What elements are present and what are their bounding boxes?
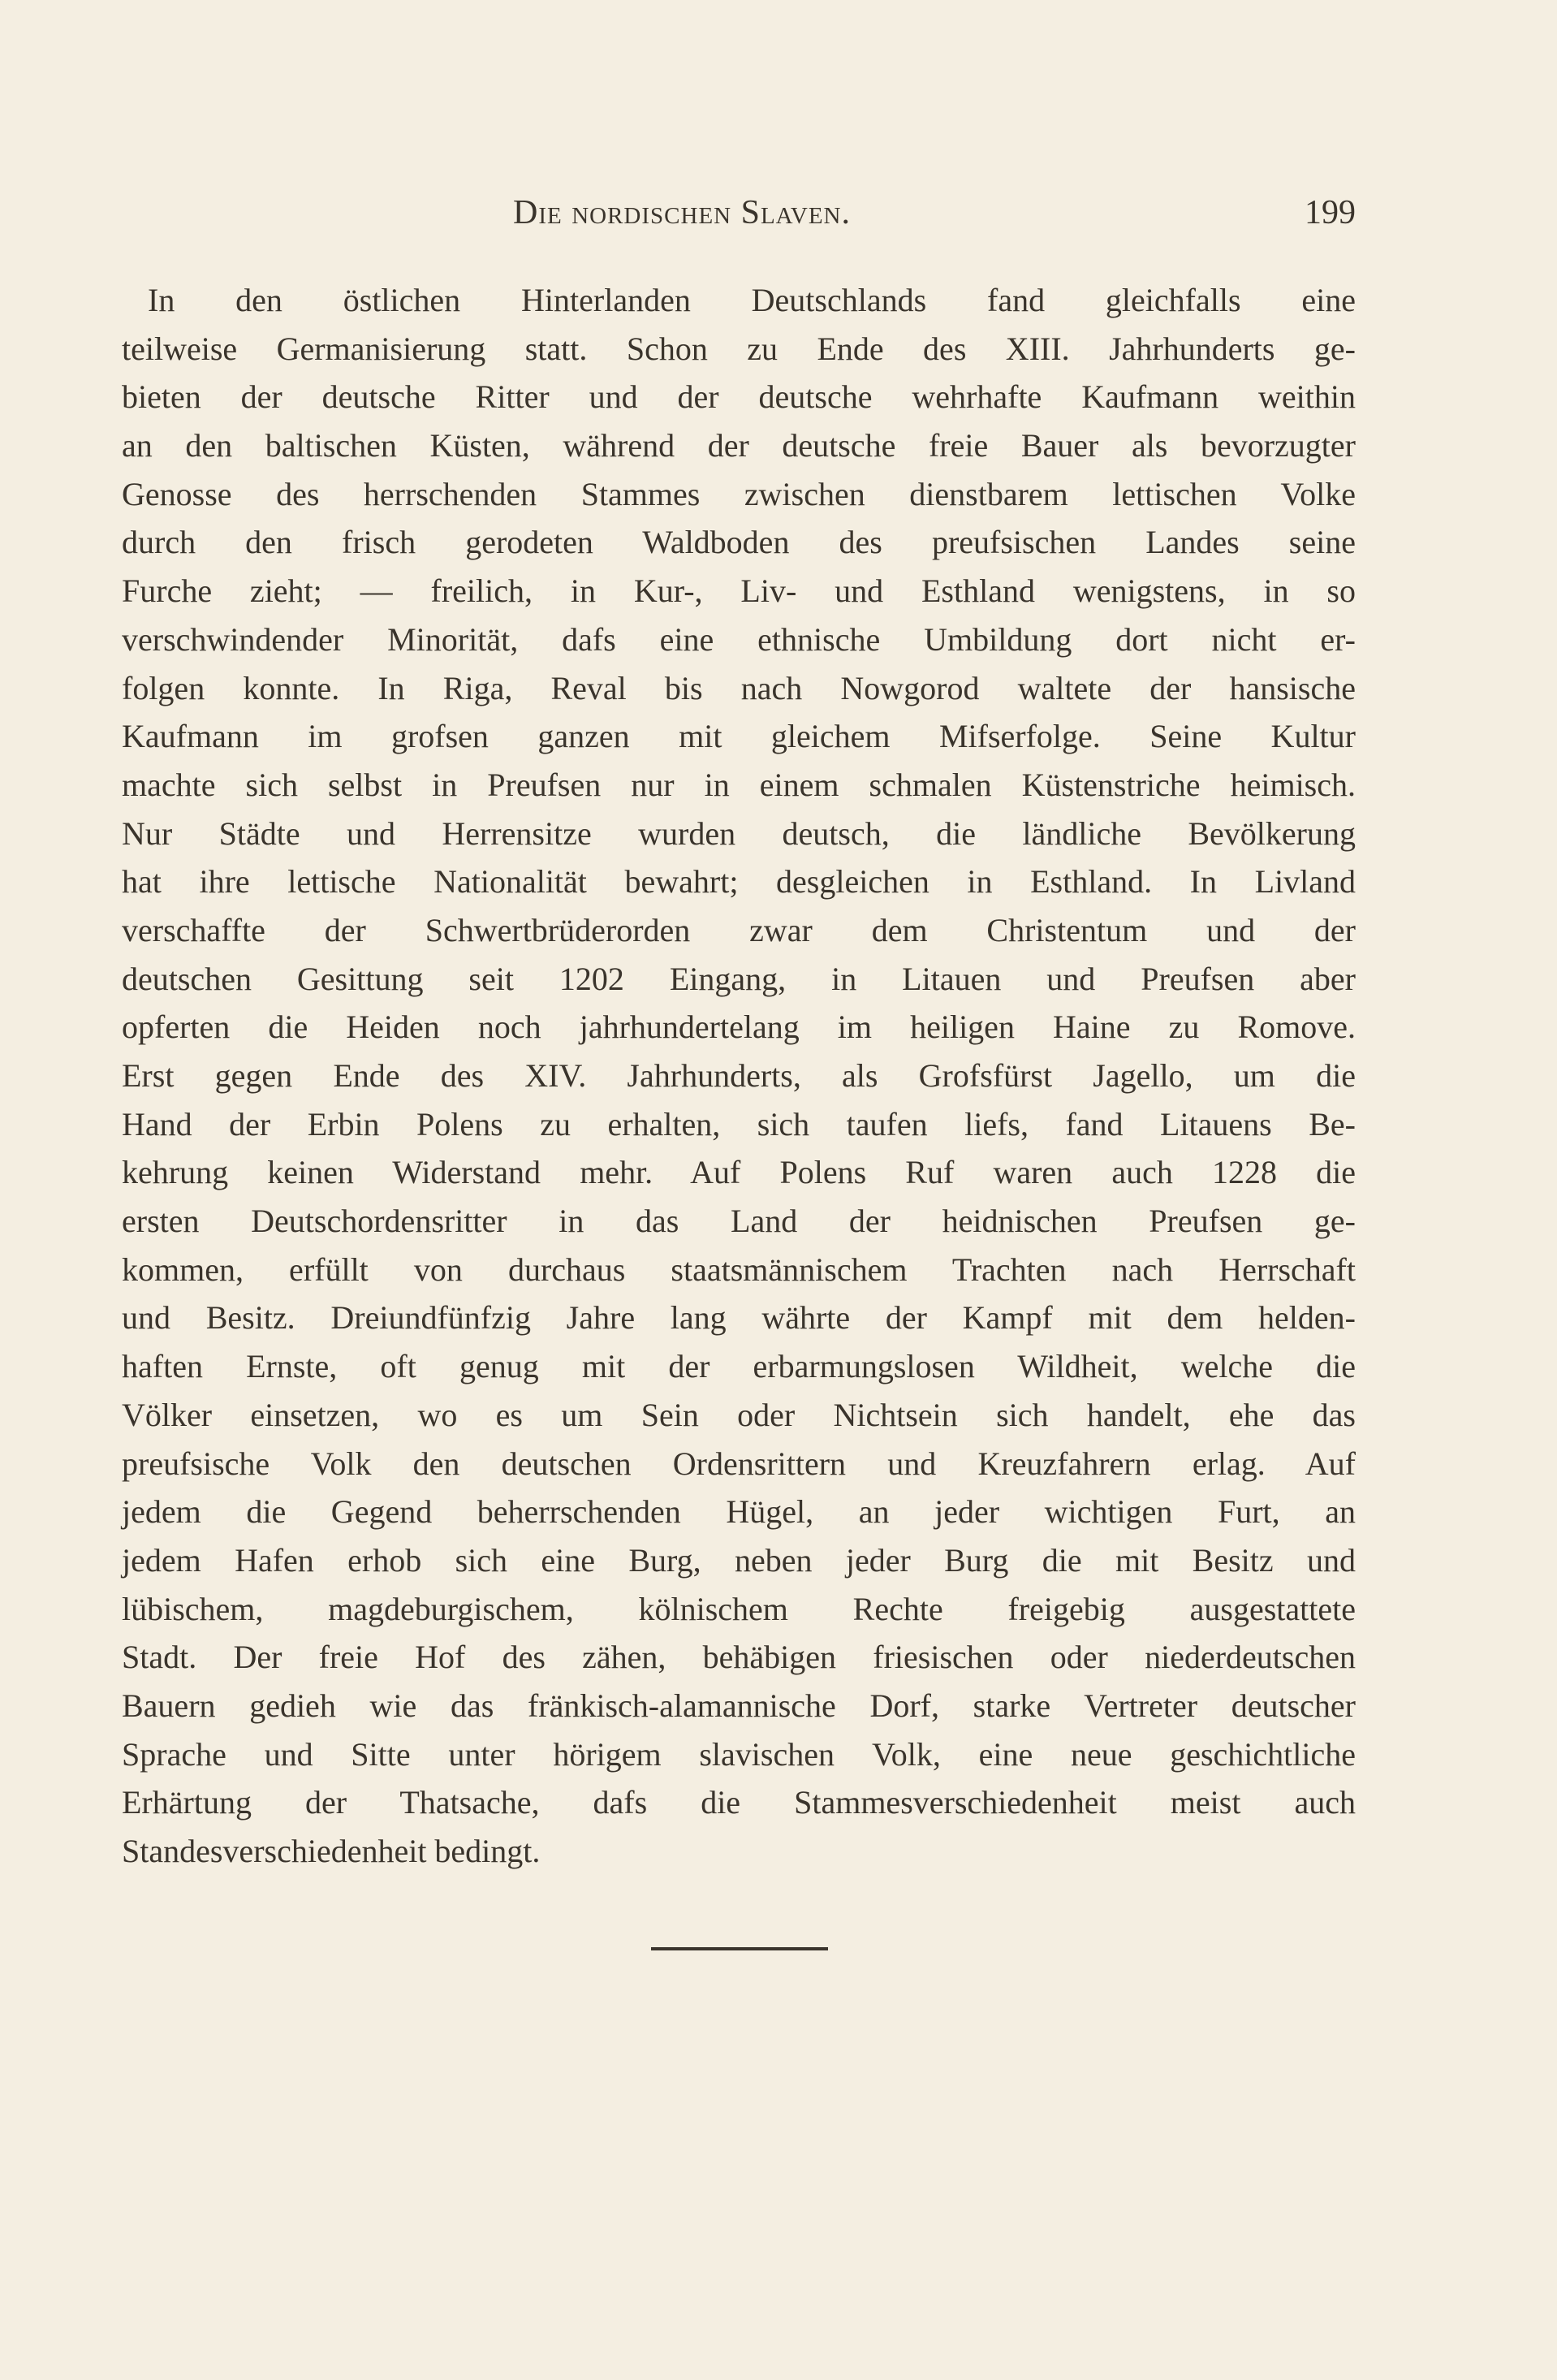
text-line: und Besitz. Dreiundfünfzig Jahre lang währte der Kampf mit dem helden- <box>122 1299 1356 1337</box>
text-line: deutschen Gesittung seit 1202 Eingang, in Litauen und Preufsen aber <box>122 960 1356 997</box>
text-line: haften Ernste, oft genug mit der erbarmungslosen Wildheit, welche die <box>122 1348 1356 1385</box>
text-line: hat ihre lettische Nationalität bewahrt; desgleichen in Esthland. In Livland <box>122 863 1356 901</box>
text-line: Erst gegen Ende des XIV. Jahrhunderts, als Grofsfürst Jagello, um die <box>122 1057 1356 1094</box>
text-line: In den östlichen Hinterlanden Deutschlands fand gleichfalls eine <box>148 282 1356 318</box>
page-number: 199 <box>1305 194 1356 231</box>
section-divider <box>651 1947 828 1950</box>
text-line: an den baltischen Küsten, während der deutsche freie Bauer als bevorzugter <box>122 427 1356 464</box>
text-line: kehrung keinen Widerstand mehr. Auf Polens Ruf waren auch 1228 die <box>122 1154 1356 1191</box>
text-line: Standesverschiedenheit bedingt. <box>122 1833 541 1869</box>
body-paragraph <box>122 276 1356 1876</box>
text-line: verschwindender Minorität, dafs eine ethnische Umbildung dort nicht er- <box>122 620 1356 658</box>
text-line: lübischem, magdeburgischem, kölnischem Rechte freigebig ausgestattete <box>122 1590 1356 1627</box>
text-line: Kaufmann im grofsen ganzen mit gleichem Mifserfolge. Seine Kultur <box>122 718 1356 755</box>
text-line: Völker einsetzen, wo es um Sein oder Nichtsein sich handelt, ehe das <box>122 1396 1356 1433</box>
text-line: teilweise Germanisierung statt. Schon zu Ende des XIII. Jahrhunderts ge- <box>122 330 1356 367</box>
text-line: machte sich selbst in Preufsen nur in einem schmalen Küstenstriche heimisch. <box>122 766 1356 803</box>
text-line: bieten der deutsche Ritter und der deutsche wehrhafte Kaufmann weithin <box>122 378 1356 416</box>
text-line: verschaffte der Schwertbrüderorden zwar dem Christentum und der <box>122 911 1356 948</box>
text-line: Erhärtung der Thatsache, dafs die Stammesverschiedenheit meist auch <box>122 1784 1356 1821</box>
page-header <box>122 193 1356 242</box>
text-line: Nur Städte und Herrensitze wurden deutsch, die ländliche Bevölkerung <box>122 814 1356 852</box>
text-line: jedem Hafen erhob sich eine Burg, neben jeder Burg die mit Besitz und <box>122 1541 1356 1579</box>
text-line: Stadt. Der freie Hof des zähen, behäbigen friesischen oder niederdeutschen <box>122 1639 1356 1676</box>
text-line: Hand der Erbin Polens zu erhalten, sich taufen liefs, fand Litauens Be- <box>122 1105 1356 1142</box>
text-line: opferten die Heiden noch jahrhundertelang im heiligen Haine zu Romove. <box>122 1009 1356 1046</box>
text-line: Furche zieht; — freilich, in Kur-, Liv- und Esthland wenigstens, in so <box>122 572 1356 610</box>
text-line: ersten Deutschordensritter in das Land der heidnischen Preufsen ge- <box>122 1203 1356 1240</box>
text-line: kommen, erfüllt von durchaus staatsmännischem Trachten nach Herrschaft <box>122 1250 1356 1288</box>
text-line: Bauern gedieh wie das fränkisch-alamannische Dorf, starke Vertreter deutscher <box>122 1687 1356 1724</box>
text-line: folgen konnte. In Riga, Reval bis nach Nowgorod waltete der hansische <box>122 669 1356 706</box>
text-line: durch den frisch gerodeten Waldboden des preufsischen Landes seine <box>122 524 1356 561</box>
text-line: Sprache und Sitte unter hörigem slavischen Volk, eine neue geschichtliche <box>122 1735 1356 1773</box>
text-line: jedem die Gegend beherrschenden Hügel, an jeder wichtigen Furt, an <box>122 1493 1356 1531</box>
running-title: Die nordischen Slaven. <box>513 194 851 231</box>
text-line: Genosse des herrschenden Stammes zwischen dienstbarem lettischen Volke <box>122 475 1356 512</box>
text-line: preufsische Volk den deutschen Ordensrittern und Kreuzfahrern erlag. Auf <box>122 1445 1356 1482</box>
